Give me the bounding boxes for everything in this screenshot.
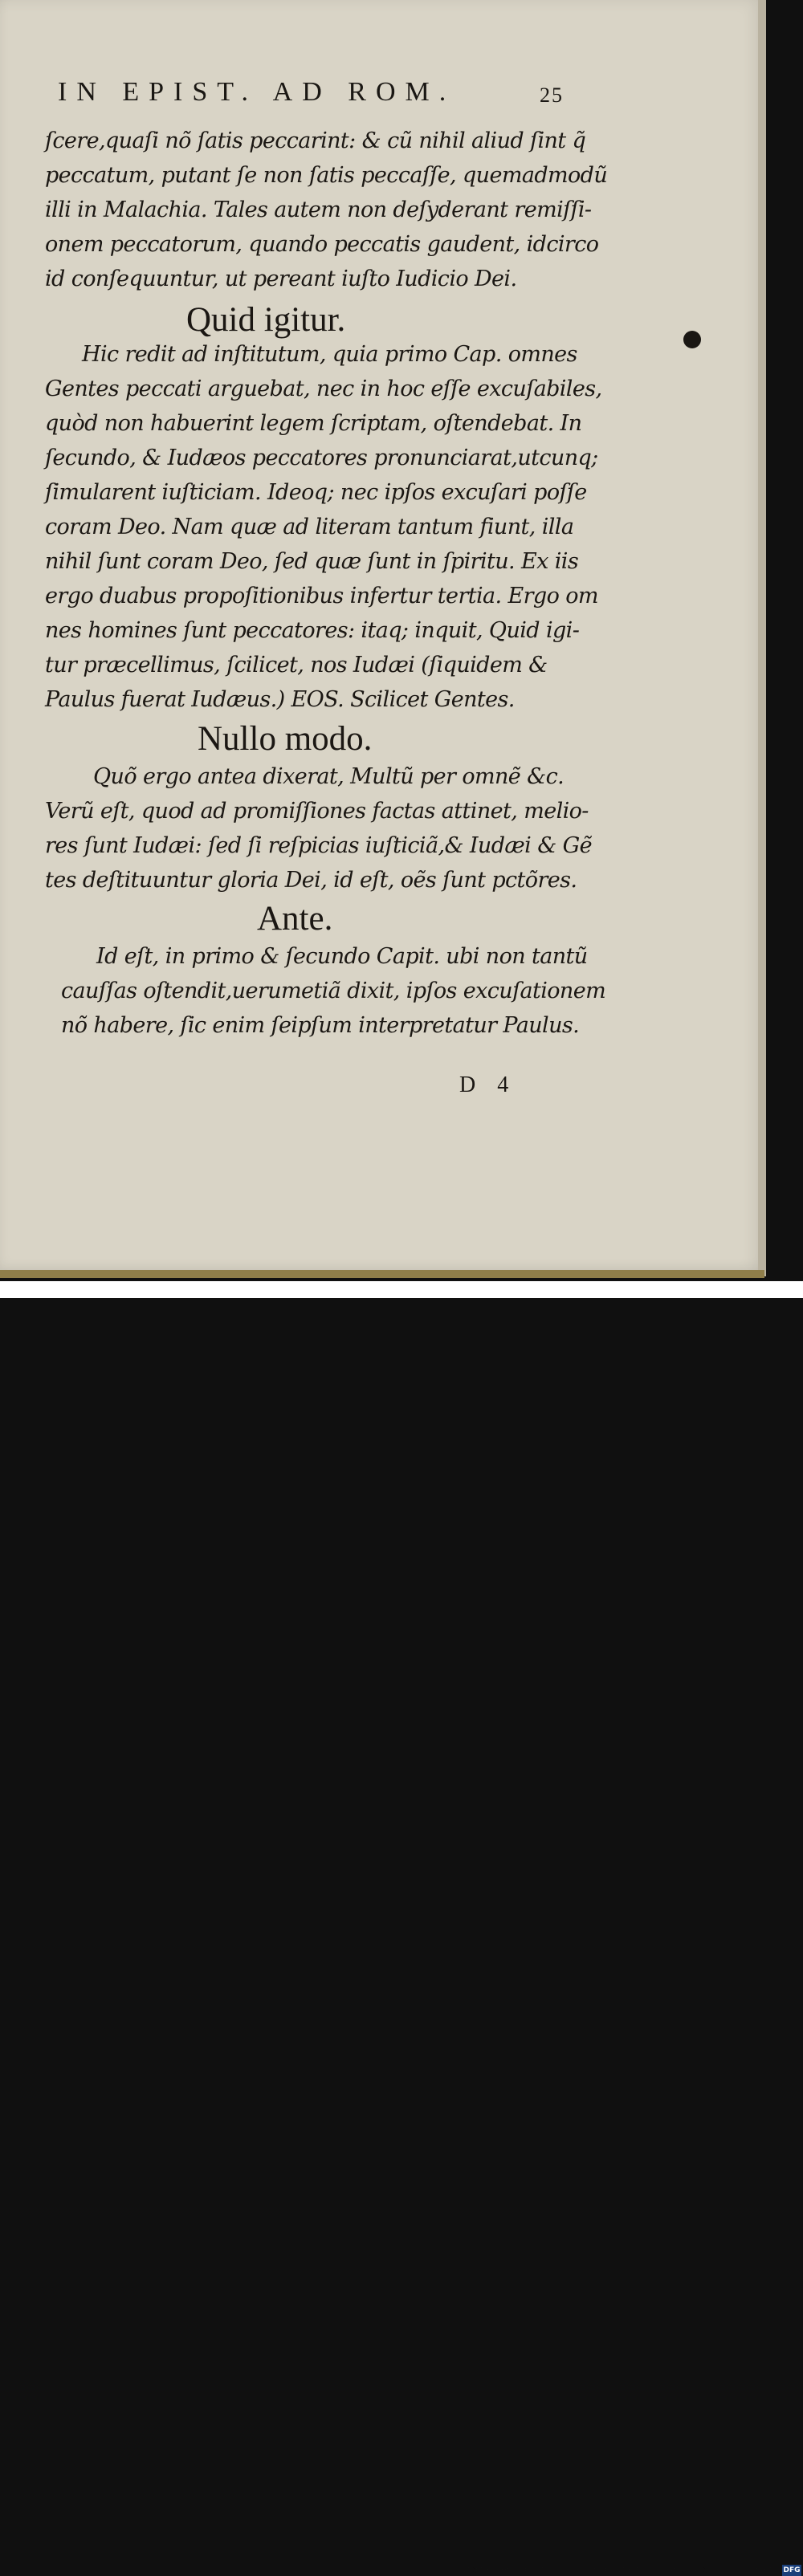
page-edge-bottom [0,1270,764,1278]
text-line: illi in Malachia. Tales autem non deſyderant remiſſi- [45,197,592,222]
text-line: quòd non habuerint legem ſcriptam, oſtendebat. In [45,411,582,436]
ink-blot [683,331,701,348]
text-line: ſimularent iuſticiam. Ideoq; nec ipſos excuſari poſſe [45,480,587,505]
text-line: id conſequuntur, ut pereant iuſto Iudicio Dei. [45,267,517,291]
text-line: Verũ eſt, quod ad promiſſiones factas attinet, melio- [45,799,589,824]
text-line: cauſſas oſtendit,uerumetiã dixit, ipſos excuſationem [61,979,606,1003]
text-line: ſecundo, & Iudæos peccatores pronunciarat,utcunq; [45,446,598,470]
text-line: Quõ ergo antea dixerat, Multũ per omnẽ &c. [93,764,565,789]
text-line: res ſunt Iudæi: ſed ſi reſpicias iuſticiã,& Iudæi & Gẽ [45,833,592,858]
folio-number: 25 [540,83,564,107]
section-heading: Ante. [257,900,333,938]
text-line: nihil ſunt coram Deo, ſed quæ ſunt in ſpiritu. Ex iis [45,549,579,574]
text-line: ergo duabus propoſitionibus infertur tertia. Ergo om [45,584,598,608]
text-line: nes homines ſunt peccatores: itaq; inquit, Quid igi- [45,618,580,643]
section-heading: Nullo modo. [198,720,373,758]
book-page [0,0,764,1275]
text-line: ſcere,quaſi nõ ſatis peccarint: & cũ nihil aliud ſint q̃ [45,128,586,153]
text-line: coram Deo. Nam quæ ad literam tantum fiunt, illa [45,515,574,539]
dfg-logo: DFG [783,2566,801,2574]
running-head: IN EPIST. AD ROM. [58,77,456,107]
text-line: Gentes peccati arguebat, nec in hoc eſſe excuſabiles, [45,376,602,401]
text-line: Paulus fuerat Iudæus.) EOS. Scilicet Gentes. [45,687,515,712]
text-line: tes deſtituuntur gloria Dei, id eſt, oẽs ſunt pctõres. [45,868,577,893]
signature-mark: D 4 [459,1072,517,1097]
text-line: tur præcellimus, ſcilicet, nos Iudæi (ſiquidem & [45,653,548,678]
footer-credit: Digitalisierung gefördert durch die Deutsche Forschungsgemeinschaft - [463,2564,779,2574]
page-edge-right [758,0,766,1276]
text-line: Hic redit ad inſtitutum, quia primo Cap. omnes [82,342,577,367]
text-line: Id eſt, in primo & ſecundo Capit. ubi non tantũ [96,944,588,969]
text-line: onem peccatorum, quando peccatis gaudent, idcirco [45,232,599,257]
footer-bar [0,1281,803,2574]
text-line: peccatum, putant ſe non ſatis peccaſſe, quemadmodũ [45,163,608,188]
section-heading: Quid igitur. [186,301,346,339]
text-line: nõ habere, ſic enim ſeipſum interpretatur Paulus. [61,1013,580,1038]
